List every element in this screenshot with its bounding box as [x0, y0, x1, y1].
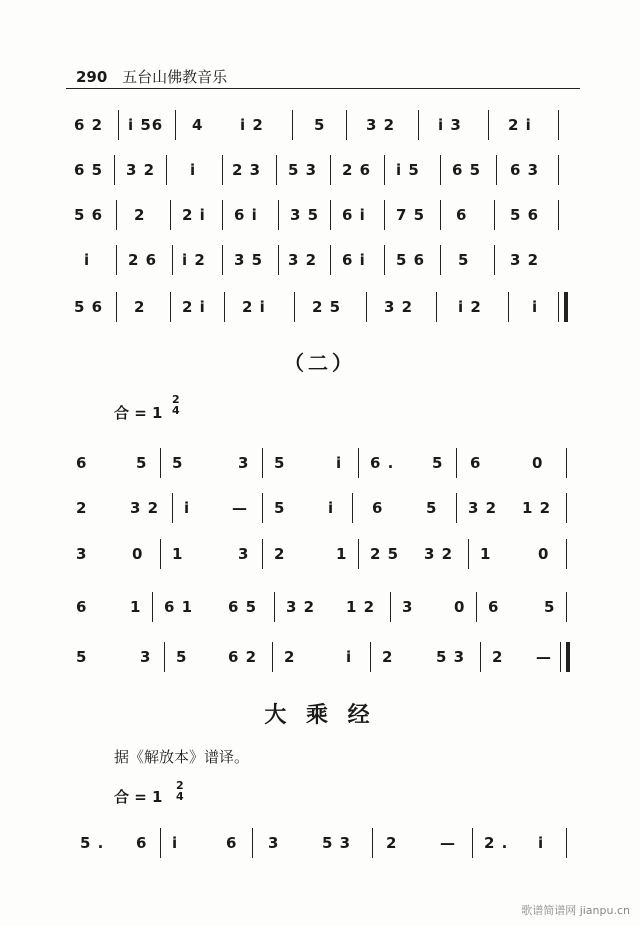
bar-line [172, 493, 173, 523]
note-group: 2 5 [370, 545, 400, 563]
note-group: 6 i [342, 206, 366, 224]
bar-line [384, 155, 385, 185]
time-signature [172, 394, 180, 416]
note-group: 5 [426, 499, 438, 517]
note-group: 6 1 [164, 598, 194, 616]
note-group: 1 [172, 545, 184, 563]
final-bar-line [566, 642, 570, 672]
key-signature: 合 = 1 [114, 788, 163, 806]
note-group: 6 2 [228, 648, 258, 666]
note-group: i [336, 454, 343, 472]
bar-line [330, 200, 331, 230]
bar-line [222, 200, 223, 230]
note-group: 5 [544, 598, 556, 616]
note-group: 2 [382, 648, 394, 666]
bar-line [272, 642, 273, 672]
bar-line [160, 539, 161, 569]
score-row [0, 826, 640, 866]
bar-line [468, 539, 469, 569]
bar-line [274, 592, 275, 622]
bar-line [116, 200, 117, 230]
bar-line [276, 155, 277, 185]
note-group: 3 [76, 545, 88, 563]
bar-line [508, 292, 509, 322]
bar-line [566, 448, 567, 478]
note-group: 3 5 [290, 206, 320, 224]
note-group: 1 2 [346, 598, 376, 616]
note-group: i [532, 298, 539, 316]
note-group: i [184, 499, 191, 517]
bar-line [116, 292, 117, 322]
note-group: 5 [176, 648, 188, 666]
bar-line [566, 493, 567, 523]
note-group: — [440, 834, 456, 852]
bar-line [262, 448, 263, 478]
bar-line [384, 200, 385, 230]
note-group: 2 [134, 298, 146, 316]
note-group: 5 3 [288, 161, 318, 179]
note-group: 4 [192, 116, 204, 134]
note-group: 6 [488, 598, 500, 616]
bar-line [496, 155, 497, 185]
note-group: 3 2 [424, 545, 454, 563]
bar-line [118, 110, 119, 140]
note-group: 3 [402, 598, 414, 616]
source-note: 据《解放本》谱译。 [114, 748, 250, 766]
note-group: i [538, 834, 545, 852]
page-number: 290 [76, 68, 108, 86]
note-group: 2 i [182, 298, 206, 316]
bar-line [358, 539, 359, 569]
note-group: 6 3 [510, 161, 540, 179]
note-group: — [232, 499, 248, 517]
note-group: 6 5 [74, 161, 104, 179]
note-group: i [84, 251, 91, 269]
note-group: 6 [226, 834, 238, 852]
bar-line [278, 200, 279, 230]
note-group: 1 [130, 598, 142, 616]
note-group: i 3 [438, 116, 462, 134]
note-group: 5 3 [436, 648, 466, 666]
note-group: 5 [314, 116, 326, 134]
note-group: 5 [172, 454, 184, 472]
bar-line [560, 642, 561, 672]
note-group: i 2 [458, 298, 482, 316]
bar-line [558, 292, 559, 322]
note-group: 6 [136, 834, 148, 852]
header-rule [66, 88, 580, 89]
note-group: 3 5 [234, 251, 264, 269]
bar-line [384, 245, 385, 275]
note-group: 6 [456, 206, 468, 224]
note-group: 2 [76, 499, 88, 517]
time-sig-bottom: 4 [176, 790, 184, 803]
bar-line [160, 828, 161, 858]
score-row [0, 153, 640, 193]
note-group: 5 3 [322, 834, 352, 852]
note-group: 0 [454, 598, 466, 616]
score-row [0, 446, 640, 486]
note-group: 2 i [242, 298, 266, 316]
score-row [0, 640, 640, 680]
note-group: 5 [274, 454, 286, 472]
bar-line [175, 110, 176, 140]
note-group: i [346, 648, 353, 666]
bar-line [114, 155, 115, 185]
bar-line [472, 828, 473, 858]
time-sig-top: 2 [172, 393, 180, 406]
bar-line [488, 110, 489, 140]
note-group: 5 6 [74, 298, 104, 316]
note-group: 6 2 [74, 116, 104, 134]
bar-line [476, 592, 477, 622]
bar-line [262, 539, 263, 569]
note-group: 2 [274, 545, 286, 563]
note-group: 3 2 [510, 251, 540, 269]
bar-line [222, 245, 223, 275]
bar-line [172, 245, 173, 275]
note-group: i [328, 499, 335, 517]
note-group: 5 [274, 499, 286, 517]
note-group: 3 2 [468, 499, 498, 517]
bar-line [262, 493, 263, 523]
note-group: 6 i [342, 251, 366, 269]
bar-line [346, 110, 347, 140]
bar-line [170, 292, 171, 322]
note-group: i 2 [182, 251, 206, 269]
bar-line [370, 642, 371, 672]
note-group: 2 6 [128, 251, 158, 269]
note-group: 3 [140, 648, 152, 666]
note-group: 3 [238, 454, 250, 472]
score-row [0, 537, 640, 577]
bar-line [352, 493, 353, 523]
bar-line [164, 642, 165, 672]
bar-line [566, 828, 567, 858]
score-row [0, 590, 640, 630]
note-group: 2 5 [312, 298, 342, 316]
note-group: 1 2 [522, 499, 552, 517]
key-signature: 合 = 1 [114, 404, 163, 422]
bar-line [418, 110, 419, 140]
bar-line [480, 642, 481, 672]
note-group: 2 i [508, 116, 532, 134]
score-row [0, 290, 640, 330]
note-group: 5 [136, 454, 148, 472]
bar-line [152, 592, 153, 622]
note-group: i 5 [396, 161, 420, 179]
note-group: 3 2 [126, 161, 156, 179]
bar-line [292, 110, 293, 140]
note-group: 3 2 [366, 116, 396, 134]
note-group: 6 [372, 499, 384, 517]
note-group: 6 i [234, 206, 258, 224]
note-group: 3 2 [130, 499, 160, 517]
score-row [0, 198, 640, 238]
bar-line [558, 110, 559, 140]
note-group: 3 [268, 834, 280, 852]
note-group: 3 2 [286, 598, 316, 616]
page-header [76, 66, 227, 87]
note-group: 6 [470, 454, 482, 472]
note-group: 6 5 [452, 161, 482, 179]
note-group: 1 [336, 545, 348, 563]
watermark: 歌谱简谱网 jianpu.cn [521, 904, 630, 917]
note-group: 1 [480, 545, 492, 563]
bar-line [436, 292, 437, 322]
note-group: 0 [538, 545, 550, 563]
note-group: — [536, 648, 552, 666]
bar-line [116, 245, 117, 275]
book-title: 五台山佛教音乐 [122, 68, 228, 86]
note-group: 3 2 [288, 251, 318, 269]
time-signature [176, 780, 184, 802]
bar-line [166, 155, 167, 185]
note-group: i 56 [128, 116, 164, 134]
note-group: 6 5 [228, 598, 258, 616]
note-group: 6 [76, 598, 88, 616]
bar-line [358, 448, 359, 478]
bar-line [566, 592, 567, 622]
note-group: 2 [284, 648, 296, 666]
note-group: 0 [532, 454, 544, 472]
bar-line [456, 448, 457, 478]
bar-line [330, 245, 331, 275]
bar-line [440, 155, 441, 185]
note-group: i [190, 161, 197, 179]
note-group: 3 2 [384, 298, 414, 316]
note-group: 5 6 [74, 206, 104, 224]
bar-line [494, 200, 495, 230]
note-group: 2 6 [342, 161, 372, 179]
score-row [0, 243, 640, 283]
bar-line [330, 155, 331, 185]
note-group: i [172, 834, 179, 852]
score-row [0, 108, 640, 148]
bar-line [222, 155, 223, 185]
note-group: 2 [134, 206, 146, 224]
bar-line [566, 539, 567, 569]
time-sig-top: 2 [176, 779, 184, 792]
note-group: 0 [132, 545, 144, 563]
note-group: 5 6 [510, 206, 540, 224]
note-group: 6 . [370, 454, 395, 472]
bar-line [494, 245, 495, 275]
note-group: 5 [458, 251, 470, 269]
bar-line [278, 245, 279, 275]
note-group: 5 . [80, 834, 105, 852]
score-row [0, 491, 640, 531]
bar-line [440, 245, 441, 275]
time-sig-bottom: 4 [172, 404, 180, 417]
bar-line [160, 448, 161, 478]
piece-title: 大 乘 经 [264, 702, 376, 728]
bar-line [390, 592, 391, 622]
note-group: 7 5 [396, 206, 426, 224]
bar-line [456, 493, 457, 523]
note-group: 2 [386, 834, 398, 852]
bar-line [372, 828, 373, 858]
note-group: 6 [76, 454, 88, 472]
note-group: 5 6 [396, 251, 426, 269]
final-bar-line [564, 292, 568, 322]
note-group: 2 [492, 648, 504, 666]
section-title: （二） [284, 351, 356, 375]
bar-line [252, 828, 253, 858]
bar-line [224, 292, 225, 322]
note-group: 2 i [182, 206, 206, 224]
note-group: 5 [76, 648, 88, 666]
note-group: 3 [238, 545, 250, 563]
note-group: 2 . [484, 834, 509, 852]
bar-line [366, 292, 367, 322]
note-group: 2 3 [232, 161, 262, 179]
bar-line [558, 200, 559, 230]
note-group: 5 [432, 454, 444, 472]
bar-line [294, 292, 295, 322]
note-group: i 2 [240, 116, 264, 134]
bar-line [440, 200, 441, 230]
bar-line [170, 200, 171, 230]
bar-line [558, 155, 559, 185]
